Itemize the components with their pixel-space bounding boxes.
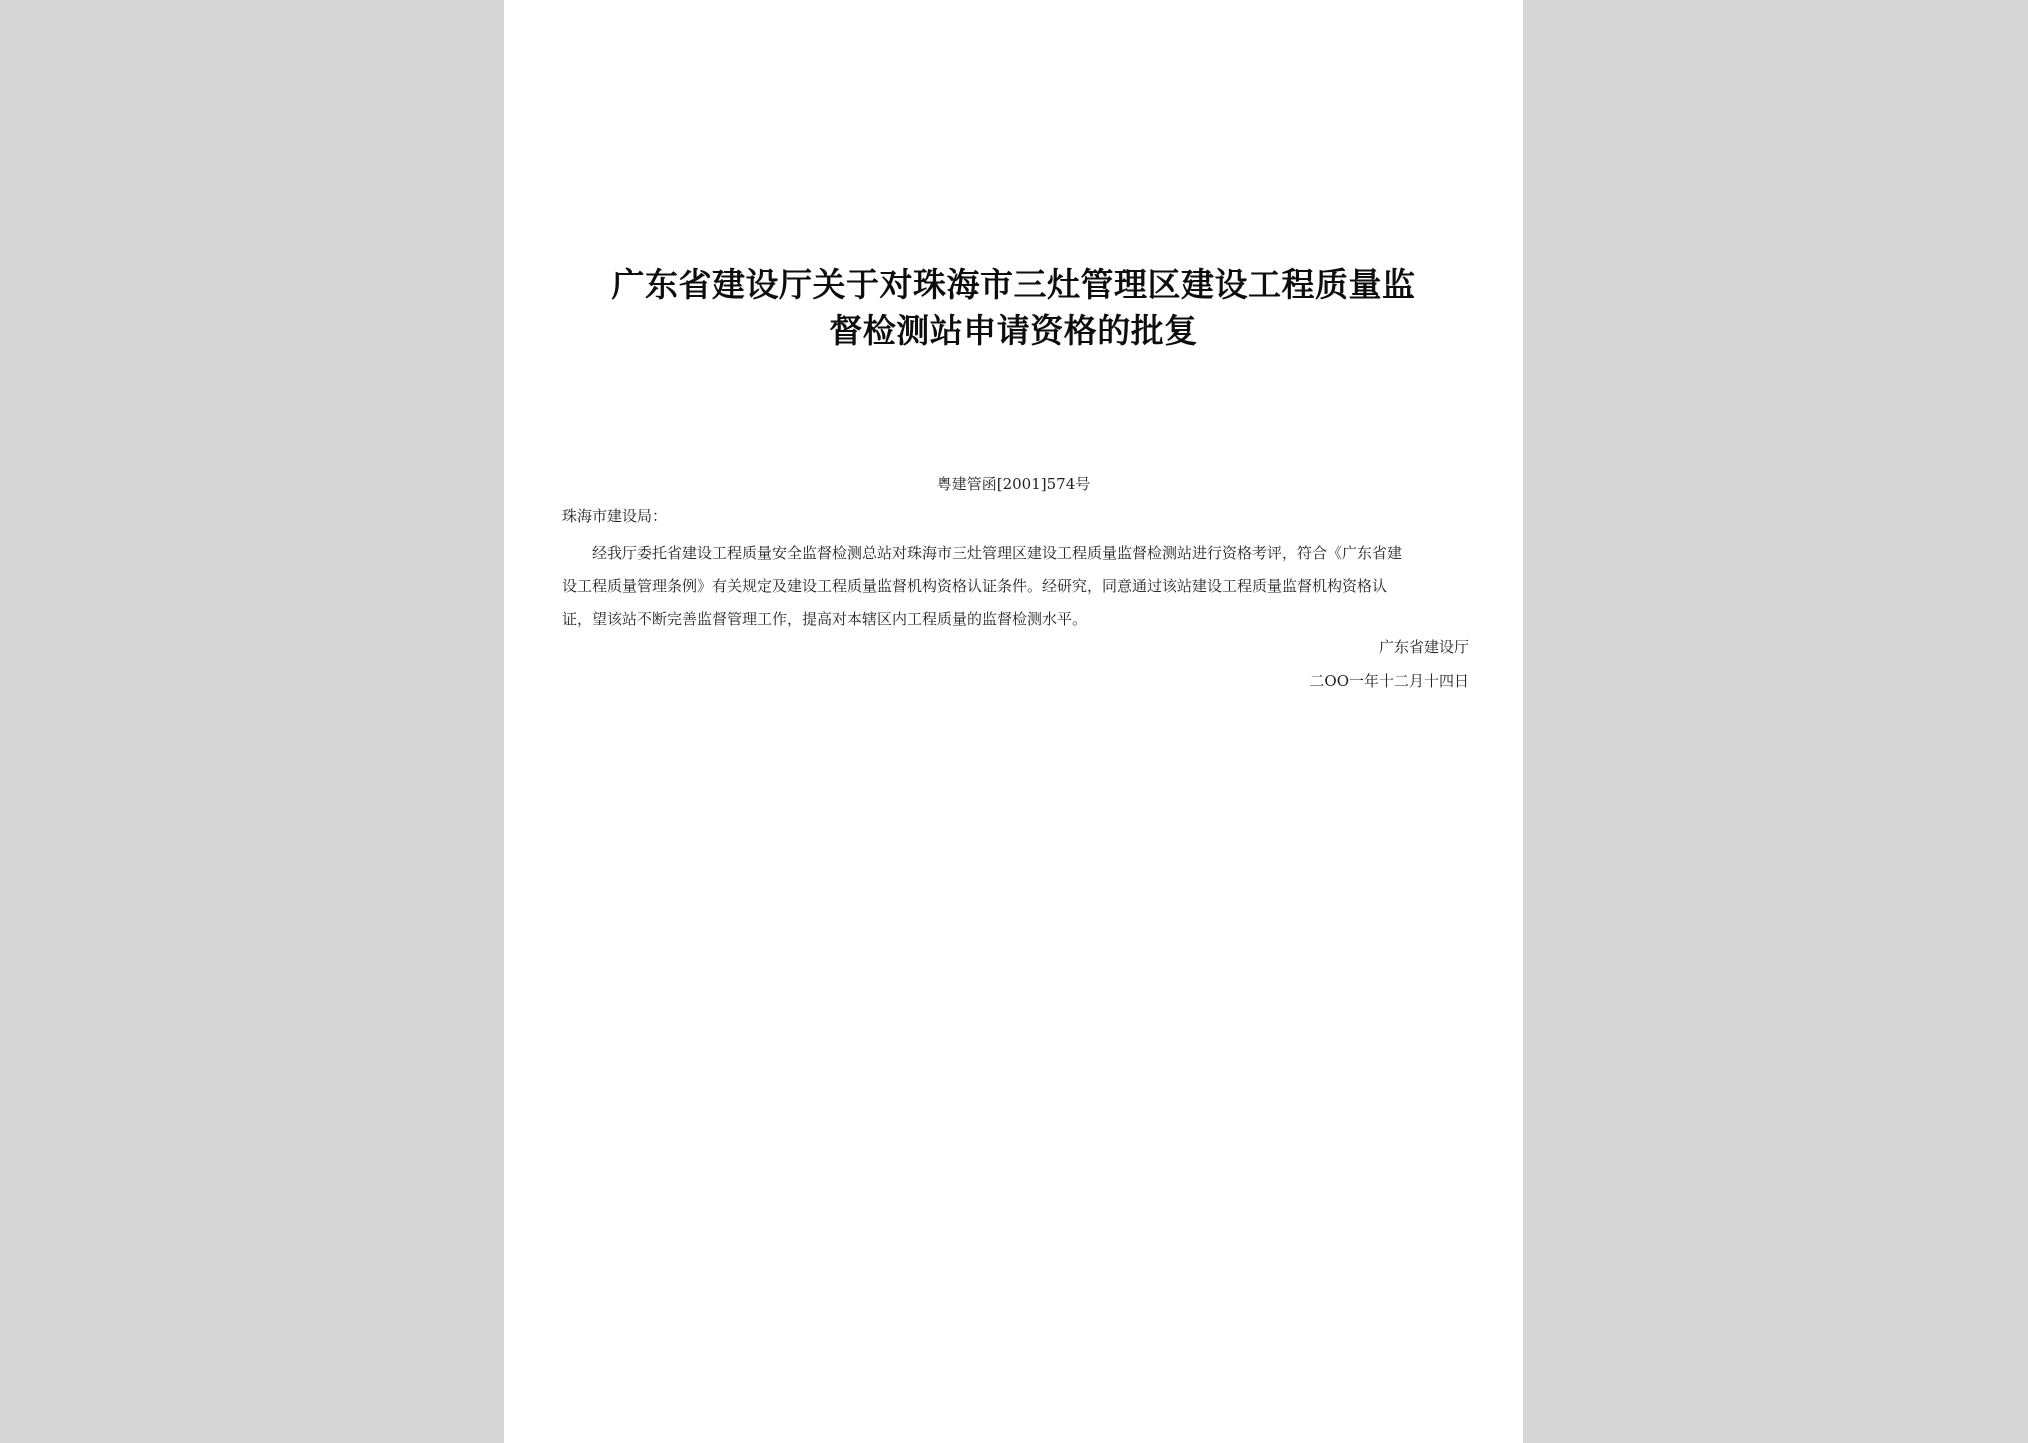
title-line-2: 督检测站申请资格的批复 (829, 311, 1198, 350)
body-line-3: 证，望该站不断完善监督管理工作，提高对本辖区内工程质量的监督检测水平。 (562, 610, 1088, 628)
document-date: 二OO一年十二月十四日 (1309, 672, 1469, 690)
document-number: 粤建管函[2001]574号 (936, 475, 1091, 493)
document-body (562, 537, 1468, 636)
body-line-2: 设工程质量管理条例》有关规定及建设工程质量监督机构资格认证条件。经研究，同意通过该站建设工程质量监督机构资格认 (562, 577, 1388, 595)
document-title (544, 262, 1483, 354)
body-line-1: 经我厅委托省建设工程质量安全监督检测总站对珠海市三灶管理区建设工程质量监督检测站进行资格考评，符合《广东省建 (592, 544, 1403, 562)
signer: 广东省建设厅 (1378, 638, 1469, 656)
title-line-1: 广东省建设厅关于对珠海市三灶管理区建设工程质量监 (611, 265, 1416, 304)
addressee: 珠海市建设局： (562, 507, 668, 525)
document-page (504, 0, 1523, 1443)
